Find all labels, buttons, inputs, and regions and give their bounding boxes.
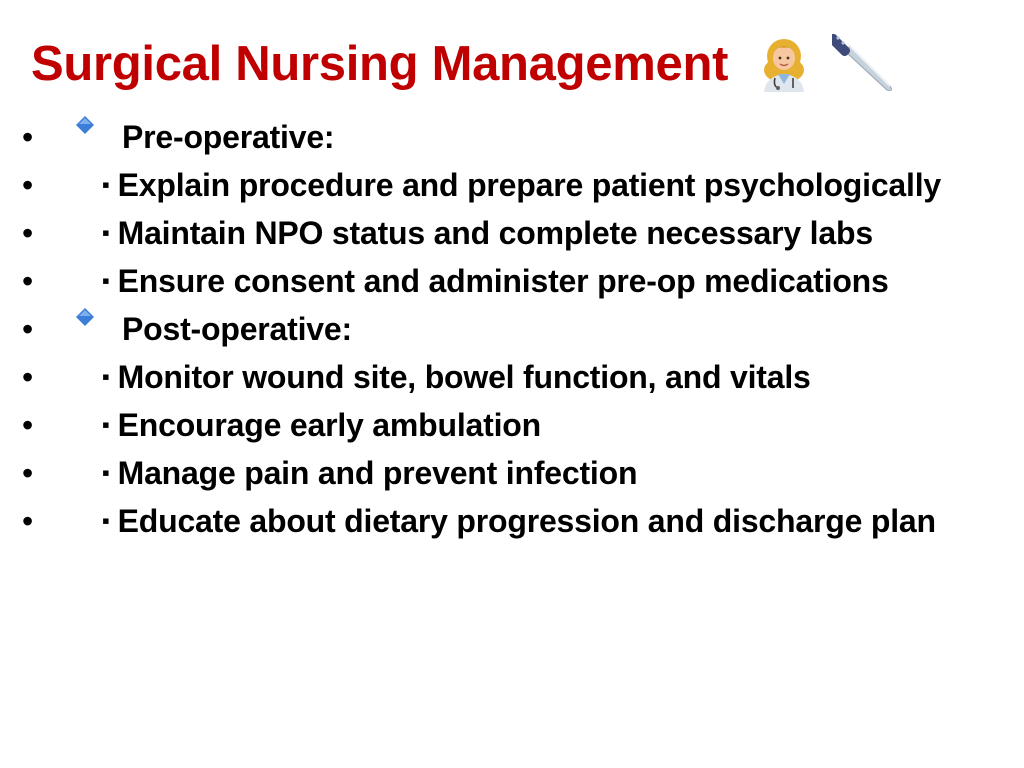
bullet-dot: • — [22, 263, 34, 299]
square-marker-icon: ▪ — [102, 364, 110, 389]
square-marker-icon: ▪ — [102, 220, 110, 245]
list-item-text: Encourage early ambulation — [117, 407, 541, 443]
list-item-text: Explain procedure and prepare patient psychologically — [117, 167, 942, 203]
list-item-text: Monitor wound site, bowel function, and vitals — [117, 359, 811, 395]
bullet-dot: • — [22, 455, 34, 491]
section-heading-item — [0, 118, 1024, 156]
list-item — [0, 502, 1024, 540]
knife-emoji-icon — [832, 32, 896, 96]
diamond-icon — [60, 320, 122, 340]
slide-title: Surgical Nursing Management — [31, 37, 729, 91]
list-item — [0, 262, 1024, 300]
bullet-dot: • — [22, 311, 34, 347]
list-item — [0, 166, 1024, 204]
list-item-text: Maintain NPO status and complete necessary labs — [117, 215, 873, 251]
list-item-text: Educate about dietary progression and discharge plan — [117, 503, 936, 539]
title-icons — [758, 32, 896, 96]
list-item — [0, 358, 1024, 396]
square-marker-icon: ▪ — [102, 508, 110, 533]
bullet-dot: • — [22, 407, 34, 443]
section-heading-text: Pre-operative: — [122, 119, 335, 155]
square-marker-icon: ▪ — [102, 172, 110, 197]
list-item-text: Manage pain and prevent infection — [117, 455, 638, 491]
doctor-emoji-icon — [758, 36, 810, 92]
bullet-dot: • — [22, 167, 34, 203]
square-marker-icon: ▪ — [102, 412, 110, 437]
bullet-dot: • — [22, 503, 34, 539]
list-item — [0, 214, 1024, 252]
bullet-dot: • — [22, 119, 34, 155]
section-heading-item — [0, 310, 1024, 348]
diamond-icon — [60, 128, 122, 148]
bullet-dot: • — [22, 215, 34, 251]
square-marker-icon: ▪ — [102, 268, 110, 293]
bullet-list — [0, 118, 1024, 550]
list-item — [0, 454, 1024, 492]
title-row — [31, 24, 896, 104]
list-item — [0, 406, 1024, 444]
bullet-dot: • — [22, 359, 34, 395]
section-heading-text: Post-operative: — [122, 311, 352, 347]
list-item-text: Ensure consent and administer pre-op medications — [117, 263, 889, 299]
square-marker-icon: ▪ — [102, 460, 110, 485]
